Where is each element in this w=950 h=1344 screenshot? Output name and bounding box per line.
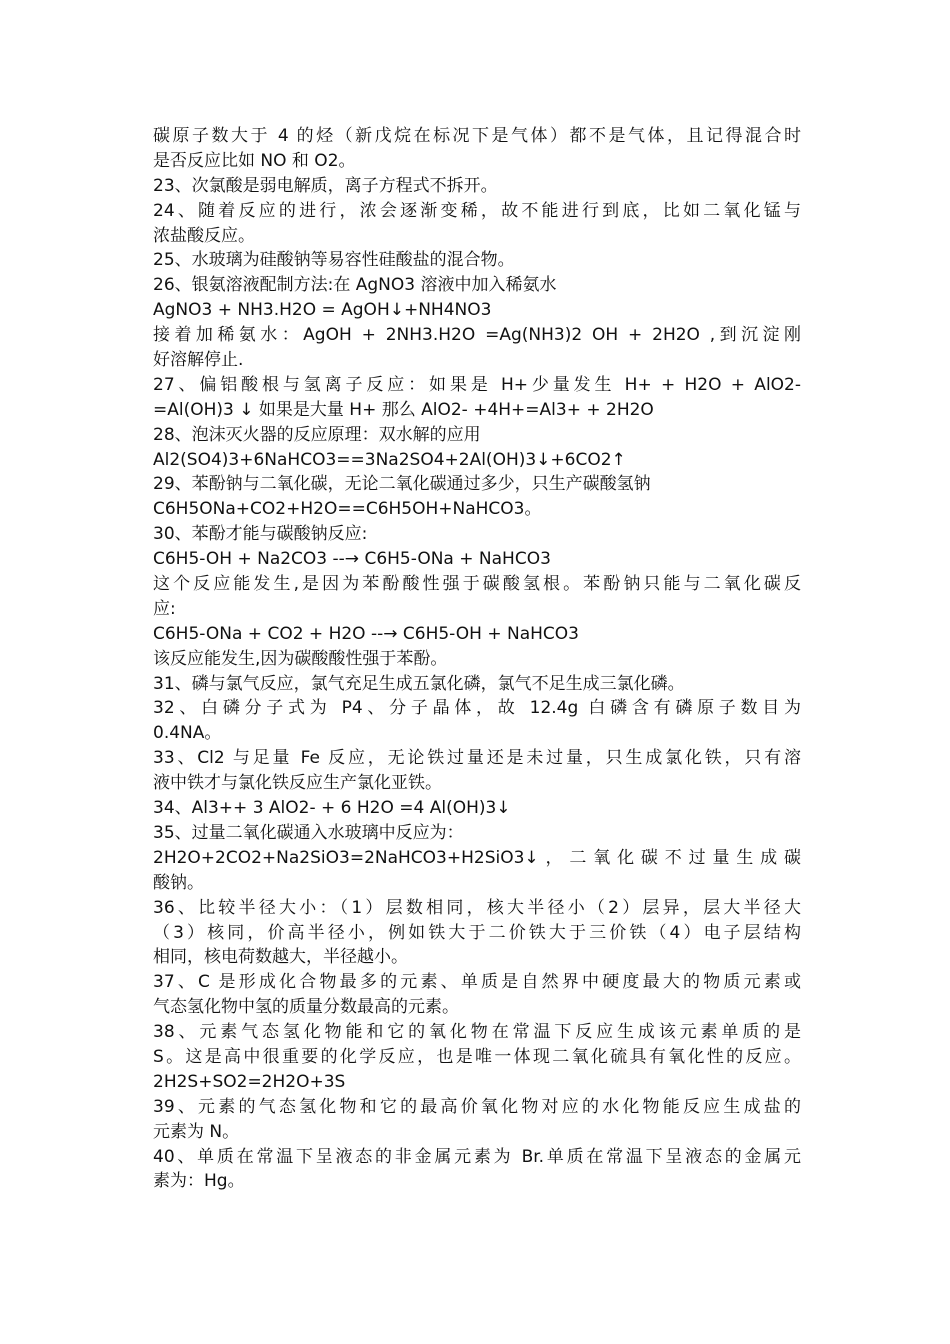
text-line: 32、白磷分子式为 P4、分子晶体，故 12.4g 白磷含有磷原子数目为 (153, 698, 801, 719)
text-line: S。这是高中很重要的化学反应，也是唯一体现二氧化硫具有氧化性的反应。 (153, 1046, 801, 1067)
text-line: （3）核同，价高半径小，例如铁大于二价铁大于三价铁（4）电子层结构 (153, 922, 801, 943)
text-line: 2H2O+2CO2+Na2SiO3=2NaHCO3+H2SiO3↓，二氧化碳不过量生成碳 (153, 847, 801, 868)
text-line: 38、元素气态氢化物能和它的氧化物在常温下反应生成该元素单质的是 (153, 1022, 801, 1043)
text-line: =Al(OH)3 ↓ 如果是大量 H+ 那么 AlO2- +4H+=Al3+ + 2H2O (153, 399, 654, 420)
text-line: 0.4NA。 (153, 723, 222, 744)
text-line: 29、苯酚钠与二氧化碳，无论二氧化碳通过多少，只生产碳酸氢钠 (153, 474, 651, 495)
text-line: 浓盐酸反应。 (153, 225, 255, 246)
text-line: 该反应能发生,因为碳酸酸性强于苯酚。 (153, 648, 448, 669)
text-line: C6H5-ONa + CO2 + H2O --→ C6H5-OH + NaHCO3 (153, 623, 579, 644)
text-line: 元素为 N。 (153, 1121, 240, 1142)
text-line: 23、次氯酸是弱电解质，离子方程式不拆开。 (153, 175, 498, 196)
text-line: 33、Cl2 与足量 Fe 反应，无论铁过量还是未过量，只生成氯化铁，只有溶 (153, 748, 801, 769)
text-line: C6H5-OH + Na2CO3 --→ C6H5-ONa + NaHCO3 (153, 549, 551, 570)
text-line: 相同，核电荷数越大，半径越小。 (153, 947, 408, 968)
text-line: 2H2S+SO2=2H2O+3S (153, 1071, 346, 1092)
text-line: 气态氢化物中氢的质量分数最高的元素。 (153, 997, 459, 1018)
text-line: 34、Al3++ 3 AlO2- + 6 H2O =4 Al(OH)3↓ (153, 798, 511, 819)
text-line: 35、过量二氧化碳通入水玻璃中反应为： (153, 822, 464, 843)
text-line: 是否反应比如 NO 和 O2。 (153, 150, 356, 171)
text-line: 36、比较半径大小：（1）层数相同，核大半径小（2）层异，层大半径大 (153, 897, 801, 918)
text-line: AgNO3 + NH3.H2O = AgOH↓+NH4NO3 (153, 300, 492, 321)
text-line: 碳原子数大于 4 的烃（新戊烷在标况下是气体）都不是气体，且记得混合时 (153, 126, 801, 146)
text-line: 应: (153, 598, 176, 619)
text-line: 好溶解停止. (153, 350, 244, 371)
text-line: 24、随着反应的进行，浓会逐渐变稀，故不能进行到底，比如二氧化锰与 (153, 200, 801, 221)
text-line: 27、偏铝酸根与氢离子反应：如果是 H+少量发生 H+ + H2O + AlO2- (153, 374, 801, 395)
text-line: 酸钠。 (153, 872, 204, 893)
text-line: 液中铁才与氯化铁反应生产氯化亚铁。 (153, 773, 442, 794)
text-line: 这个反应能发生,是因为苯酚酸性强于碳酸氢根。苯酚钠只能与二氧化碳反 (153, 574, 801, 595)
document-text (153, 124, 801, 1194)
text-line: Al2(SO4)3+6NaHCO3==3Na2SO4+2Al(OH)3↓+6CO2↑ (153, 449, 626, 470)
text-line: 素为：Hg。 (153, 1171, 245, 1192)
text-line: C6H5ONa+CO2+H2O==C6H5OH+NaHCO3。 (153, 499, 542, 520)
text-line: 39、元素的气态氢化物和它的最高价氧化物对应的水化物能反应生成盐的 (153, 1096, 801, 1117)
text-line: 40、单质在常温下呈液态的非金属元素为 Br.单质在常温下呈液态的金属元 (153, 1146, 801, 1167)
text-line: 接着加稀氨水：AgOH + 2NH3.H2O =Ag(NH3)2 OH + 2H2O ,到沉淀刚 (153, 325, 801, 346)
text-line: 30、苯酚才能与碳酸钠反应: (153, 524, 368, 545)
text-line: 26、银氨溶液配制方法:在 AgNO3 溶液中加入稀氨水 (153, 275, 557, 296)
text-line: 25、水玻璃为硅酸钠等易容性硅酸盐的混合物。 (153, 250, 515, 271)
text-line: 28、泡沫灭火器的反应原理：双水解的应用 (153, 424, 481, 445)
text-line: 31、磷与氯气反应，氯气充足生成五氯化磷，氯气不足生成三氯化磷。 (153, 673, 685, 694)
text-line: 37、C 是形成化合物最多的元素、单质是自然界中硬度最大的物质元素或 (153, 972, 801, 993)
